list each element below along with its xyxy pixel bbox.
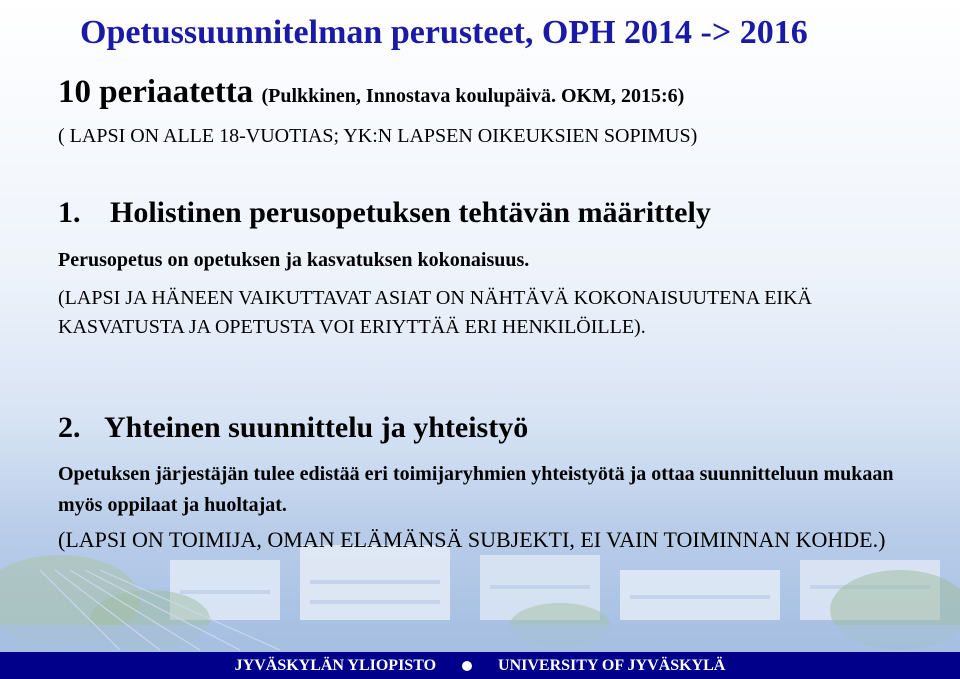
principles-main: 10 periaatetta bbox=[58, 74, 254, 110]
section-2-number: 2. bbox=[58, 411, 81, 444]
section-1-number: 1. bbox=[58, 196, 81, 229]
section-2-title: Yhteinen suunnittelu ja yhteistyö bbox=[104, 411, 529, 444]
section-2-heading bbox=[58, 411, 528, 445]
child-rights-line: ( LAPSI ON ALLE 18-VUOTIAS; YK:N LAPSEN OIKEUKSIEN SOPIMUS) bbox=[58, 125, 698, 147]
section-1-title: Holistinen perusopetuksen tehtävän määrittely bbox=[110, 196, 711, 229]
footer-university-fi: JYVÄSKYLÄN YLIOPISTO bbox=[234, 656, 437, 674]
bullet-dot-icon bbox=[462, 661, 472, 671]
section-2-note: (LAPSI ON TOIMIJA, OMAN ELÄMÄNSÄ SUBJEKTI, EI VAIN TOIMINNAN KOHDE.) bbox=[58, 527, 886, 552]
section-1-heading bbox=[58, 196, 711, 230]
principles-heading bbox=[58, 74, 684, 111]
slide-title: Opetussuunnitelman perusteet, OPH 2014 -> 2016 bbox=[80, 14, 808, 51]
footer-university-en: UNIVERSITY OF JYVÄSKYLÄ bbox=[498, 656, 726, 674]
section-1-statement: Perusopetus on opetuksen ja kasvatuksen kokonaisuus. bbox=[58, 249, 530, 271]
section-1-note: (LAPSI JA HÄNEEN VAIKUTTAVAT ASIAT ON NÄHTÄVÄ KOKONAISUUTENA EIKÄ KASVATUSTA JA OPETUSTA VOI ERIYTTÄÄ ERI HENKILÖILLE). bbox=[58, 287, 812, 338]
section-2-statement: Opetuksen järjestäjän tulee edistää eri toimijaryhmien yhteistyötä ja ottaa suunnitteluun mukaan myös oppilaat ja huoltajat. bbox=[58, 463, 894, 516]
principles-source: (Pulkkinen, Innostava koulupäivä. OKM, 2015:6) bbox=[261, 85, 685, 107]
footer-bar bbox=[0, 652, 960, 679]
